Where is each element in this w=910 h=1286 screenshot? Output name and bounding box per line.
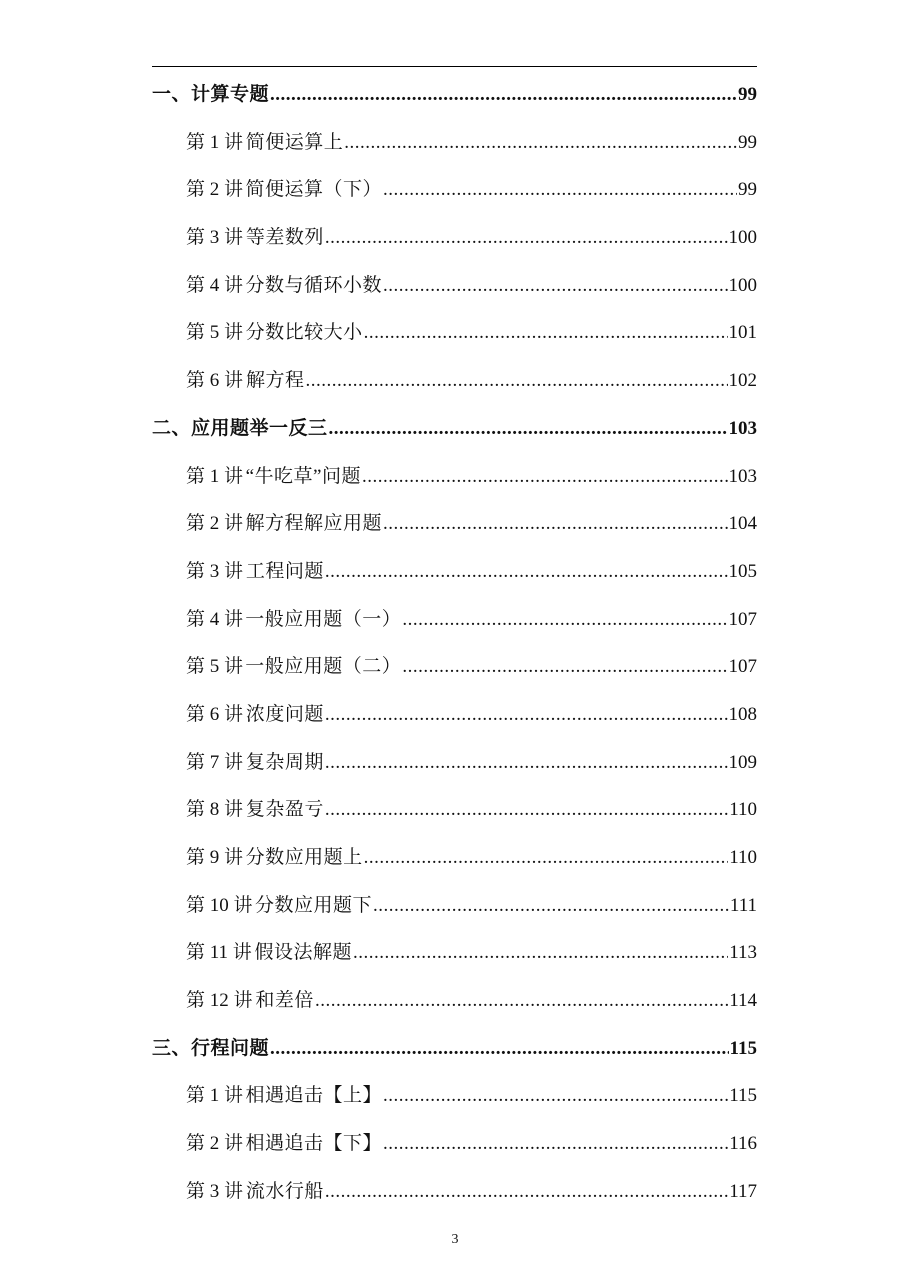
toc-lecture-entry[interactable] xyxy=(152,357,757,405)
dot-leader xyxy=(329,405,728,453)
lecture-number: 第 5 讲 xyxy=(186,656,244,678)
dot-leader xyxy=(383,166,737,214)
lecture-number: 第 1 讲 xyxy=(186,131,244,153)
lecture-page-number: 105 xyxy=(728,560,757,582)
lecture-title: 假设法解题 xyxy=(254,942,352,964)
lecture-number: 第 5 讲 xyxy=(186,322,244,344)
lecture-title: 和差倍 xyxy=(255,990,314,1012)
toc-lecture-entry[interactable] xyxy=(152,596,757,644)
dot-leader xyxy=(353,929,728,977)
lecture-page-number: 110 xyxy=(729,847,757,868)
header-rule xyxy=(152,66,757,67)
toc-lecture-entry[interactable] xyxy=(152,643,757,691)
lecture-title: “牛吃草”问题 xyxy=(245,465,361,487)
lecture-number: 第 2 讲 xyxy=(186,1133,244,1155)
table-of-contents xyxy=(152,71,757,1216)
lecture-page-number: 99 xyxy=(738,179,757,201)
dot-leader xyxy=(383,500,728,548)
lecture-title: 等差数列 xyxy=(245,227,324,249)
lecture-title: 分数与循环小数 xyxy=(245,274,382,296)
dot-leader xyxy=(344,119,737,167)
section-page-number: 99 xyxy=(738,84,757,105)
section-title: 一、计算专题 xyxy=(152,84,270,105)
lecture-title: 一般应用题（一） xyxy=(245,608,402,630)
lecture-title: 相遇追击【上】 xyxy=(245,1085,382,1107)
dot-leader xyxy=(373,882,729,930)
lecture-title: 一般应用题（二） xyxy=(245,656,402,678)
dot-leader xyxy=(306,357,728,405)
lecture-number: 第 3 讲 xyxy=(186,227,244,249)
lecture-page-number: 102 xyxy=(728,370,757,392)
toc-section-entry[interactable] xyxy=(152,1025,757,1073)
toc-lecture-entry[interactable] xyxy=(152,453,757,501)
toc-section-entry[interactable] xyxy=(152,405,757,453)
section-title: 二、应用题举一反三 xyxy=(152,417,328,439)
toc-lecture-entry[interactable] xyxy=(152,739,757,787)
toc-lecture-entry[interactable] xyxy=(152,500,757,548)
toc-lecture-entry[interactable] xyxy=(152,882,757,930)
toc-lecture-entry[interactable] xyxy=(152,1072,757,1120)
toc-lecture-entry[interactable] xyxy=(152,977,757,1025)
dot-leader xyxy=(325,786,728,834)
lecture-title: 相遇追击【下】 xyxy=(245,1133,382,1155)
lecture-page-number: 115 xyxy=(729,1085,757,1107)
dot-leader xyxy=(364,309,728,357)
toc-lecture-entry[interactable] xyxy=(152,786,757,834)
toc-lecture-entry[interactable] xyxy=(152,1168,757,1216)
lecture-page-number: 107 xyxy=(728,656,757,678)
lecture-number: 第 4 讲 xyxy=(186,274,244,296)
lecture-page-number: 113 xyxy=(729,942,757,964)
dot-leader xyxy=(270,71,737,119)
toc-lecture-entry[interactable] xyxy=(152,309,757,357)
lecture-number: 第 6 讲 xyxy=(186,370,244,392)
lecture-page-number: 110 xyxy=(729,799,757,821)
dot-leader xyxy=(402,596,727,644)
lecture-title: 简便运算（下） xyxy=(245,179,383,201)
lecture-title: 分数应用题下 xyxy=(255,894,373,916)
lecture-page-number: 103 xyxy=(728,465,757,487)
dot-leader xyxy=(270,1025,729,1073)
section-title: 三、行程问题 xyxy=(152,1037,270,1059)
toc-lecture-entry[interactable] xyxy=(152,834,757,882)
dot-leader xyxy=(364,834,729,882)
dot-leader xyxy=(383,1120,728,1168)
lecture-number: 第 1 讲 xyxy=(186,465,244,487)
toc-lecture-entry[interactable] xyxy=(152,262,757,310)
lecture-title: 流水行船 xyxy=(245,1180,324,1202)
lecture-number: 第 11 讲 xyxy=(186,942,252,964)
lecture-number: 第 3 讲 xyxy=(186,560,244,582)
lecture-page-number: 99 xyxy=(738,131,757,153)
lecture-number: 第 4 讲 xyxy=(186,608,244,630)
toc-lecture-entry[interactable] xyxy=(152,929,757,977)
lecture-title: 简便运算上 xyxy=(245,131,344,153)
toc-lecture-entry[interactable] xyxy=(152,548,757,596)
toc-lecture-entry[interactable] xyxy=(152,214,757,262)
lecture-title: 复杂盈亏 xyxy=(245,799,324,821)
lecture-page-number: 117 xyxy=(729,1180,757,1202)
toc-lecture-entry[interactable] xyxy=(152,691,757,739)
dot-leader xyxy=(383,262,728,310)
lecture-title: 分数比较大小 xyxy=(245,322,363,344)
lecture-title: 解方程解应用题 xyxy=(245,513,382,535)
dot-leader xyxy=(402,643,727,691)
dot-leader xyxy=(362,453,728,501)
lecture-title: 复杂周期 xyxy=(245,751,324,773)
lecture-page-number: 100 xyxy=(728,274,757,296)
dot-leader xyxy=(325,548,728,596)
lecture-page-number: 104 xyxy=(728,513,757,535)
toc-section-entry[interactable] xyxy=(152,71,757,119)
dot-leader xyxy=(325,739,728,787)
lecture-number: 第 2 讲 xyxy=(186,513,244,535)
dot-leader xyxy=(325,691,728,739)
lecture-number: 第 7 讲 xyxy=(186,751,244,773)
dot-leader xyxy=(383,1072,728,1120)
lecture-page-number: 109 xyxy=(728,751,757,773)
lecture-number: 第 6 讲 xyxy=(186,703,244,725)
lecture-page-number: 108 xyxy=(728,703,757,725)
lecture-page-number: 111 xyxy=(729,894,757,916)
lecture-title: 浓度问题 xyxy=(245,703,324,725)
lecture-number: 第 1 讲 xyxy=(186,1085,244,1107)
toc-lecture-entry[interactable] xyxy=(152,1120,757,1168)
lecture-number: 第 3 讲 xyxy=(186,1180,244,1202)
lecture-title: 分数应用题上 xyxy=(245,847,363,868)
lecture-page-number: 101 xyxy=(728,322,757,344)
lecture-title: 解方程 xyxy=(245,370,305,392)
dot-leader xyxy=(315,977,728,1025)
dot-leader xyxy=(325,214,728,262)
lecture-page-number: 107 xyxy=(728,608,757,630)
lecture-number: 第 9 讲 xyxy=(186,847,244,868)
lecture-number: 第 10 讲 xyxy=(186,894,253,916)
lecture-number: 第 12 讲 xyxy=(186,990,253,1012)
lecture-number: 第 8 讲 xyxy=(186,799,244,821)
lecture-number: 第 2 讲 xyxy=(186,179,244,201)
section-page-number: 103 xyxy=(728,417,757,439)
lecture-page-number: 100 xyxy=(728,227,757,249)
lecture-page-number: 114 xyxy=(729,990,757,1012)
page-number: 3 xyxy=(451,1232,459,1247)
section-page-number: 115 xyxy=(729,1037,757,1059)
dot-leader xyxy=(325,1168,728,1216)
toc-lecture-entry[interactable] xyxy=(152,119,757,167)
toc-lecture-entry[interactable] xyxy=(152,166,757,214)
lecture-page-number: 116 xyxy=(729,1133,757,1155)
lecture-title: 工程问题 xyxy=(245,560,324,582)
